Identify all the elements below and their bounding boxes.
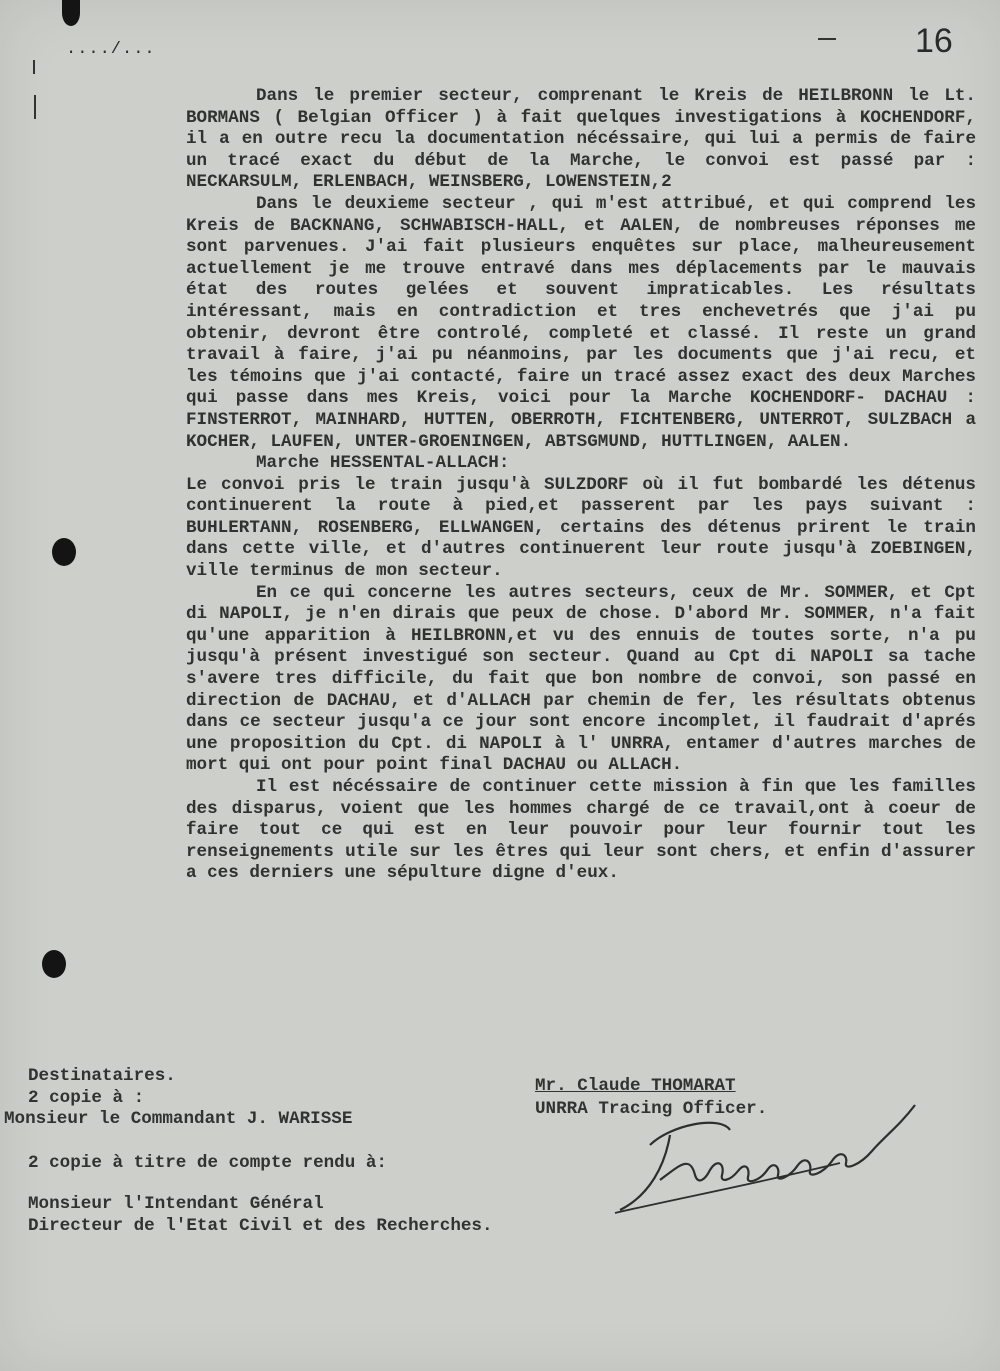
punch-hole <box>42 950 66 978</box>
reference-marker: ..../... <box>66 40 156 59</box>
recipient-commandant: Monsieur le Commandant J. WARISSE <box>4 1109 353 1130</box>
punch-hole <box>52 538 76 566</box>
paragraph-conclusion: Il est nécéssaire de continuer cette mission à fin que les familles des disparus, voient que les hommes chargé de ce travail,ont à coeur de faire tout ce qui est en leur pouvoir pour leur fournir tout les renseignements utile sur les êtres qui leur sont chers, et enfin d'assurer a ces derniers une sépulture digne d'eux. <box>186 777 976 884</box>
pen-dash-mark <box>818 38 836 40</box>
punch-hole <box>62 0 80 26</box>
signatory-title: UNRRA Tracing Officer. <box>535 1099 768 1119</box>
recipients-copies-2: 2 copie à titre de compte rendu à: <box>28 1152 387 1173</box>
recipients-label: Destinataires. <box>28 1066 176 1086</box>
page-number: 16 <box>915 22 953 60</box>
recipients-copies-1: 2 copie à : <box>28 1087 145 1108</box>
recipient-director: Directeur de l'Etat Civil et des Recherches. <box>28 1215 493 1236</box>
letter-body <box>186 86 976 885</box>
paragraph-convoy-route: Le convoi pris le train jusqu'à SULZDORF où il fut bombardé les détenus continuerent la route à pied,et passerent par les pays suivant : BUHLERTANN, ROSENBERG, ELLWANGEN, certains des détenus prirent le train dans cette ville, et d'autres continuerent leur route jusqu'à ZOEBINGEN, ville terminus de mon secteur. <box>186 474 976 582</box>
handwritten-signature <box>610 1085 930 1225</box>
paragraph-second-sector: Dans le deuxieme secteur , qui m'est attribué, et qui comprend les Kreis de BACKNANG, SCHWABISCH-HALL, et AALEN, de nombreuses réponses me sont parvenues. J'ai fait plusieurs enquêtes sur place, malheureusement actuellement je me trouve entravé dans mes déplacements par le mauvais état des routes gelées et souvent impraticables. Les résultats intéressant, mais en contradiction et tres enchevetrés que j'ai pu obtenir, devront être controlé, completé et classé. Il reste un grand travail à faire, j'ai pu néanmoins, par les documents que j'ai recu, et les témoins que j'ai contacté, faire un tracé assez exact des deux Marches qui passe dans mes Kreis, voici pour la Marche KOCHENDORF- DACHAU : FINSTERROT, MAINHARD, HUTTEN, OBERROTH, FICHTENBERG, UNTERROT, SULZBACH a KOCHER, LAUFEN, UNTER-GROENINGEN, ABTSGMUND, HUTTLINGEN, AALEN. <box>186 193 976 452</box>
margin-tick-mark <box>34 95 36 119</box>
recipients-block <box>4 1066 564 1238</box>
recipient-intendant: Monsieur l'Intendant Général <box>28 1194 324 1215</box>
paragraph-other-sectors: En ce qui concerne les autres secteurs, ceux de Mr. SOMMER, et Cpt di NAPOLI, je n'en dirais que peux de chose. D'abord Mr. SOMMER, n'a fait qu'une apparition à HEILBRONN,et vu des ennuis de toutes sorte, n'a pu jusqu'à présent investigué son secteur. Quand au Cpt di NAPOLI sa tache s'avere tres difficile, du fait que bon nombre de convoi, son passé en direction de DACHAU, et d'ALLACH par chemin de fer, les résultats obtenus dans ce secteur jusqu'a ce jour sont encore incomplet, il faudrait d'aprés une proposition du Cpt. di NAPOLI à l' UNRRA, entamer d'autres marches de mort qui ont pour point final DACHAU ou ALLACH. <box>186 582 976 776</box>
signatory-name: Mr. Claude THOMARAT <box>535 1076 736 1096</box>
heading-march-hessental-allach: Marche HESSENTAL-ALLACH: <box>256 453 510 474</box>
paragraph-first-sector: Dans le premier secteur, comprenant le Kreis de HEILBRONN le Lt. BORMANS ( Belgian Officer ) à fait quelques investigations à KOCHENDORF, il a en outre recu la documentation nécéssaire, qui lui a permis de faire un tracé exact du début de la Marche, le convoi est passé par : NECKARSULM, ERLENBACH, WEINSBERG, LOWENSTEIN,2 <box>186 86 976 193</box>
margin-tick-mark <box>33 60 35 74</box>
